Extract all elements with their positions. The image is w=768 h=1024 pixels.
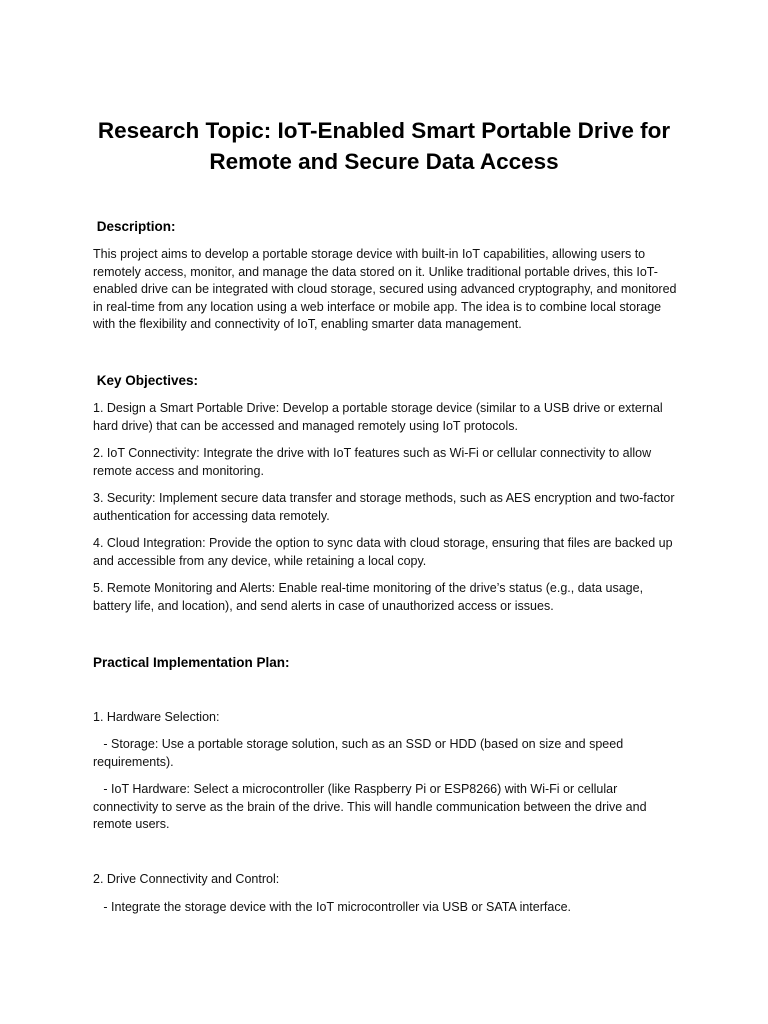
- objective-item-5: 5. Remote Monitoring and Alerts: Enable real-time monitoring of the drive’s status (e.g., data usage, battery life, and location), and send alerts in case of unauthorized access or issues.: [93, 581, 644, 613]
- objectives-heading: Key Objectives:: [93, 373, 199, 388]
- drive-connectivity-heading: 2. Drive Connectivity and Control:: [93, 872, 280, 886]
- objective-item-4: 4. Cloud Integration: Provide the option to sync data with cloud storage, ensuring that files are backed up and accessible from any device, while retaining a local copy.: [93, 536, 673, 568]
- title-line-1: Research Topic: IoT-Enabled Smart Portable Drive for: [97, 118, 671, 143]
- objective-item-3: 3. Security: Implement secure data transfer and storage methods, such as AES encryption and two-factor authentication for accessing data remotely.: [93, 491, 675, 523]
- document-title: [80, 115, 688, 177]
- description-paragraph: This project aims to develop a portable storage device with built-in IoT capabilities, allowing users to remotely access, monitor, and manage the data stored on it. Unlike traditional portable drives, this IoT-enabled drive can be integrated with cloud storage, secured using advanced cryptography, and monitored in real-time from any location using a web interface or mobile app. The idea is to combine local storage with the flexibility and connectivity of IoT, enabling smarter data management.: [93, 247, 677, 332]
- hardware-selection-heading: 1. Hardware Selection:: [93, 710, 220, 724]
- storage-item: - Storage: Use a portable storage solution, such as an SSD or HDD (based on size and speed requirements).: [93, 737, 627, 769]
- integrate-item: - Integrate the storage device with the IoT microcontroller via USB or SATA interface.: [93, 900, 571, 914]
- implementation-plan-heading: Practical Implementation Plan:: [93, 655, 290, 670]
- iot-hardware-item: - IoT Hardware: Select a microcontroller (like Raspberry Pi or ESP8266) with Wi-Fi or cellular connectivity to serve as the brain of the drive. This will handle communication between the drive and remote users.: [93, 782, 651, 832]
- title-line-2: Remote and Secure Data Access: [209, 149, 559, 174]
- description-heading: Description:: [93, 219, 176, 234]
- objective-item-2: 2. IoT Connectivity: Integrate the drive with IoT features such as Wi-Fi or cellular connectivity to allow remote access and monitoring.: [93, 446, 652, 478]
- objective-item-1: 1. Design a Smart Portable Drive: Develop a portable storage device (similar to a USB drive or external hard drive) that can be accessed and managed remotely using IoT protocols.: [93, 401, 663, 433]
